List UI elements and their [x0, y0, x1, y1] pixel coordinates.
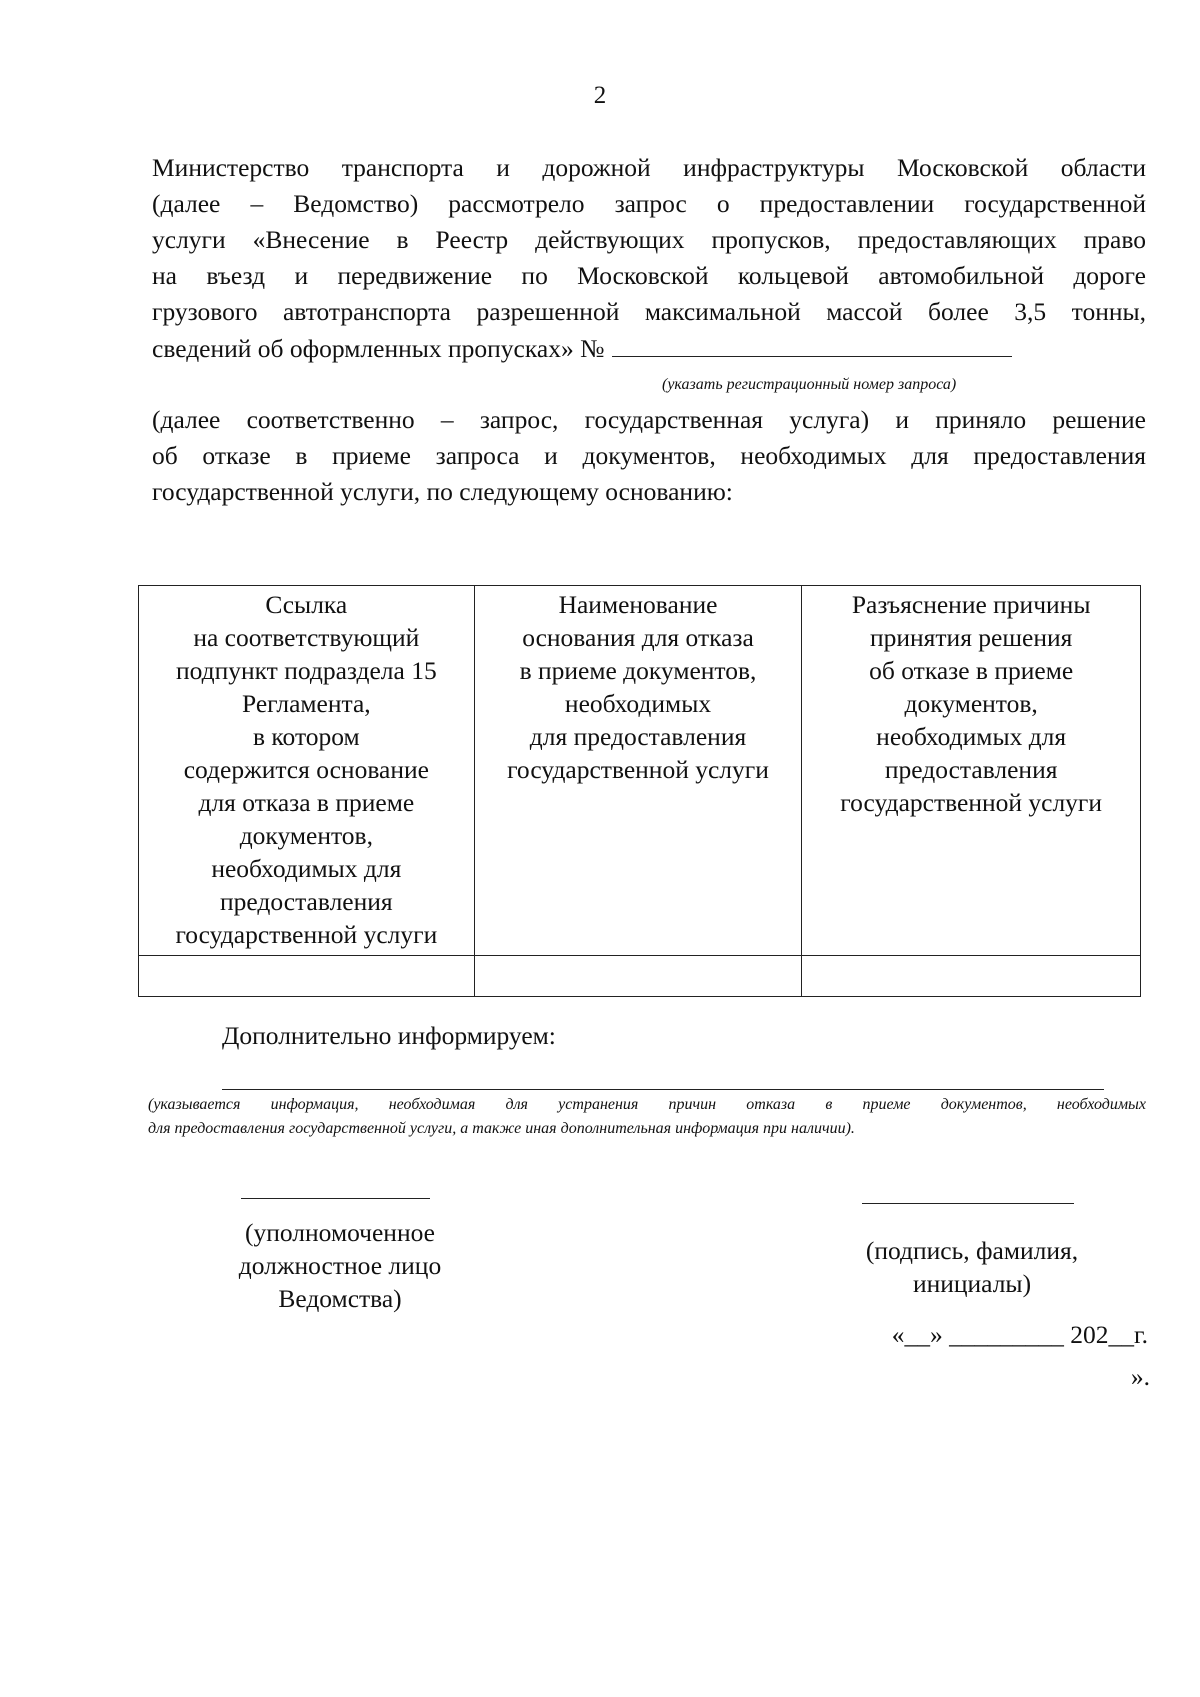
header-text: государственной услуги — [507, 755, 769, 784]
table-cell[interactable] — [139, 956, 475, 997]
header-text: содержится основание — [183, 755, 429, 784]
header-text: об отказе в приеме — [869, 656, 1074, 685]
header-text: на соответствующий — [193, 623, 420, 652]
header-text: для предоставления — [529, 722, 747, 751]
decision-paragraph — [152, 402, 1146, 510]
decision-line: (далее соответственно – запрос, государственная услуга) и приняло решение — [152, 405, 1146, 434]
decision-last-line: государственной услуги, по следующему основанию: — [152, 477, 733, 506]
table-row — [139, 956, 1141, 997]
table-cell[interactable] — [474, 956, 802, 997]
additional-info-label: Дополнительно информируем: — [222, 1021, 556, 1050]
additional-info-hint — [148, 1093, 1146, 1141]
header-text: Ссылка — [265, 590, 348, 619]
header-text: Наименование — [558, 590, 718, 619]
signature-caption — [822, 1234, 1122, 1300]
header-text: необходимых — [564, 689, 712, 718]
page-number: 2 — [593, 82, 607, 109]
header-text: государственной услуги — [840, 788, 1103, 817]
header-text: в приеме документов, — [519, 656, 757, 685]
hint-line: (указывается информация, необходимая для устранения причин отказа в приеме документов, необходимых — [148, 1096, 1146, 1113]
header-cell-reason-name — [474, 586, 802, 956]
caption-line: (подпись, фамилия, — [865, 1236, 1079, 1265]
header-text: для отказа в приеме — [198, 788, 415, 817]
caption-line: должностное лицо — [238, 1251, 442, 1280]
intro-paragraph — [152, 150, 1146, 366]
additional-info-blank[interactable] — [222, 1089, 1104, 1090]
reg-number-blank[interactable] — [612, 330, 1012, 357]
header-text: в котором — [253, 722, 360, 751]
closing-quote: ». — [1130, 1362, 1150, 1391]
header-text: государственной услуги — [175, 920, 438, 949]
caption-line: (уполномоченное — [245, 1218, 435, 1247]
date-field[interactable]: «__» _________ 202__г. — [891, 1320, 1148, 1349]
header-text: Регламента, — [242, 689, 371, 718]
header-text: подпункт подраздела 15 — [175, 656, 437, 685]
intro-line: услуги «Внесение в Реестр действующих пропусков, предоставляющих право — [152, 225, 1146, 254]
intro-last-line — [152, 330, 1146, 366]
intro-line: на въезд и передвижение по Московской кольцевой автомобильной дороге — [152, 261, 1146, 290]
hint-line: для предоставления государственной услуги, а также иная дополнительная информация при наличии). — [148, 1120, 855, 1137]
caption-line: Ведомства) — [278, 1284, 402, 1313]
caption-line: инициалы) — [912, 1269, 1032, 1298]
intro-line: Министерство транспорта и дорожной инфраструктуры Московской области — [152, 153, 1146, 182]
header-text: Разъяснение причины — [851, 590, 1091, 619]
intro-last-line-text: сведений об оформленных пропусках» № — [152, 334, 605, 363]
header-text: принятия решения — [869, 623, 1073, 652]
header-cell-explanation — [802, 586, 1141, 956]
header-text: необходимых для — [211, 854, 402, 883]
official-signature-blank[interactable] — [241, 1198, 430, 1199]
signature-name-blank[interactable] — [862, 1203, 1074, 1204]
header-text: основания для отказа — [522, 623, 754, 652]
header-text: предоставления — [884, 755, 1058, 784]
reasons-table — [138, 585, 1141, 997]
header-text: документов, — [239, 821, 373, 850]
header-text: предоставления — [220, 887, 393, 916]
decision-line: об отказе в приеме запроса и документов, необходимых для предоставления — [152, 441, 1146, 470]
reg-number-hint: (указать регистрационный номер запроса) — [662, 376, 957, 393]
header-text: документов, — [904, 689, 1038, 718]
table-cell[interactable] — [802, 956, 1141, 997]
intro-line: грузового автотранспорта разрешенной максимальной массой более 3,5 тонны, — [152, 297, 1146, 326]
header-cell-reference — [139, 586, 475, 956]
official-caption — [180, 1216, 500, 1315]
header-text: необходимых для — [876, 722, 1067, 751]
intro-line: (далее – Ведомство) рассмотрело запрос о предоставлении государственной — [152, 189, 1146, 218]
table-header-row — [139, 586, 1141, 956]
